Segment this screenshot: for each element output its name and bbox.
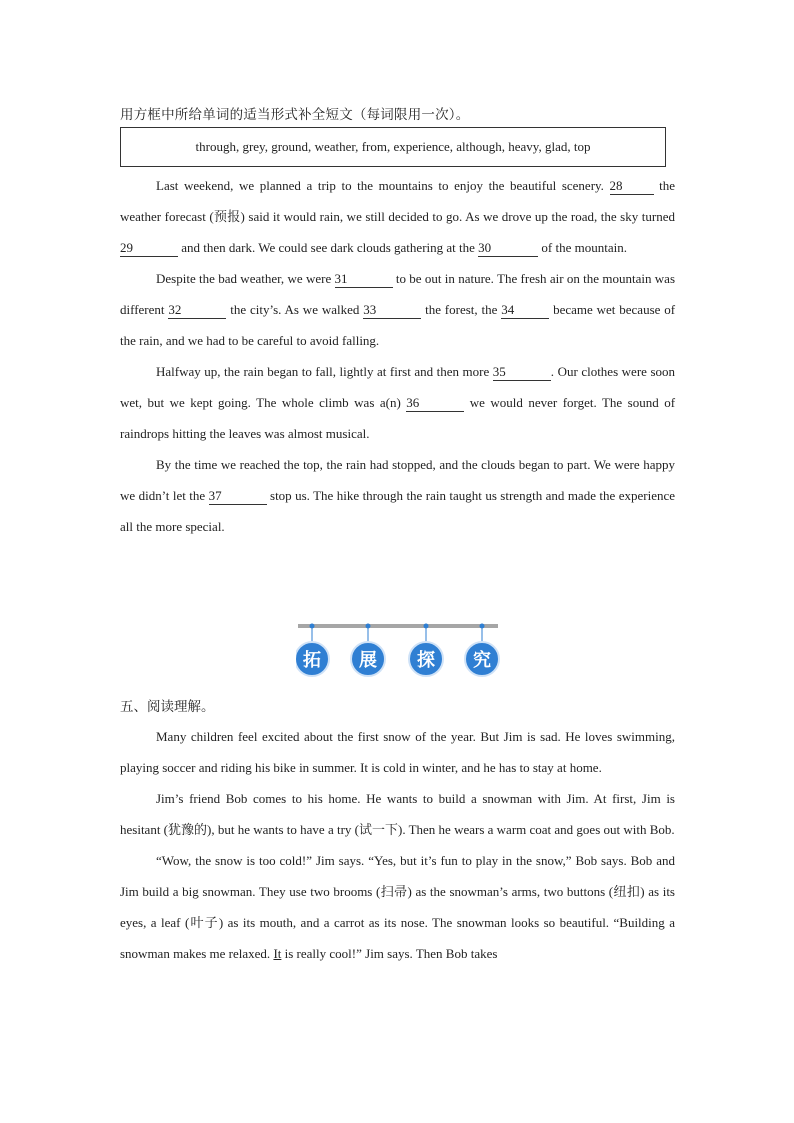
blank-29: 29 [120, 240, 178, 257]
reading-paragraph-2: Jim’s friend Bob comes to his home. He wants to build a snowman with Jim. At first, Jim is hesitant (犹豫的), but he wants to have a try (试一下). Then he wears a warm coat and goes out with Bob. [120, 791, 675, 837]
blank-32: 32 [168, 302, 226, 319]
reading-passage [120, 721, 675, 969]
blank-36: 36 [406, 395, 464, 412]
word-item: top [573, 139, 591, 154]
blank-34: 34 [501, 302, 549, 319]
blank-28: 28 [610, 178, 654, 195]
banner-item [296, 624, 329, 677]
banner-char: 展 [359, 650, 377, 671]
extension-banner [296, 618, 500, 680]
underlined-word: It [273, 946, 282, 961]
banner-char: 探 [417, 650, 435, 671]
word-item: although, [456, 139, 506, 154]
reading-paragraph-1: Many children feel excited about the first snow of the year. But Jim is sad. He loves swimming, playing soccer and riding his bike in summer. It is cold in winter, and he has to stay at home. [120, 729, 675, 775]
word-item: through, [195, 139, 240, 154]
banner-char: 究 [473, 650, 491, 671]
cloze-passage [120, 170, 675, 542]
word-item: weather, [314, 139, 359, 154]
cloze-paragraph-4: By the time we reached the top, the rain had stopped, and the clouds began to part. We were happy we didn’t let the 37 stop us. The hike through the rain taught us strength and made the experience all the more special. [120, 457, 676, 534]
cloze-paragraph-3: Halfway up, the rain began to fall, lightly at first and then more 35 . Our clothes were soon wet, but we kept going. The whole climb was a(n) 36 we would never forget. The sound of raindrops hitting the leaves was almost musical. [120, 364, 676, 441]
word-item: from, [361, 139, 391, 154]
blank-31: 31 [335, 271, 393, 288]
reading-paragraph-3: “Wow, the snow is too cold!” Jim says. “Yes, but it’s fun to play in the snow,” Bob says. Bob and Jim build a big snowman. They use two brooms (扫帚) as the snowman’s arms, two buttons (纽扣) as its eyes, a leaf (叶子) as its mouth, and a carrot as its nose. The snowman looks so beautiful. “Building a snowman makes me relaxed. It is really cool!” Jim says. Then Bob takes [120, 853, 675, 961]
banner-bar [298, 624, 498, 628]
banner-item [465, 624, 499, 677]
blank-30: 30 [478, 240, 538, 257]
cloze-paragraph-1: Last weekend, we planned a trip to the mountains to enjoy the beautiful scenery. 28 the weather forecast (预报) said it would rain, we still decided to go. As we drove up the road, the sky turned 29 and then dark. We could see dark clouds gathering at the 30 of the mountain. [120, 178, 676, 255]
section-title: 五、阅读理解。 [120, 699, 215, 715]
word-item: experience, [393, 139, 454, 154]
banner-item [409, 624, 443, 677]
blank-37: 37 [209, 488, 267, 505]
word-item: grey, [242, 139, 268, 154]
cloze-paragraph-2: Despite the bad weather, we were 31 to be out in nature. The fresh air on the mountain was different 32 the city’s. As we walked 33 the forest, the 34 became wet because of the rain, and we had to be careful to avoid falling. [120, 271, 676, 348]
banner-item [351, 624, 385, 677]
word-item: ground, [271, 139, 312, 154]
blank-33: 33 [363, 302, 421, 319]
banner-char: 拓 [303, 650, 321, 671]
exercise-instruction: 用方框中所给单词的适当形式补全短文（每词限用一次）。 [120, 107, 470, 123]
blank-35: 35 [493, 364, 551, 381]
word-item: glad, [544, 139, 571, 154]
word-item: heavy, [508, 139, 542, 154]
word-box [120, 127, 666, 167]
